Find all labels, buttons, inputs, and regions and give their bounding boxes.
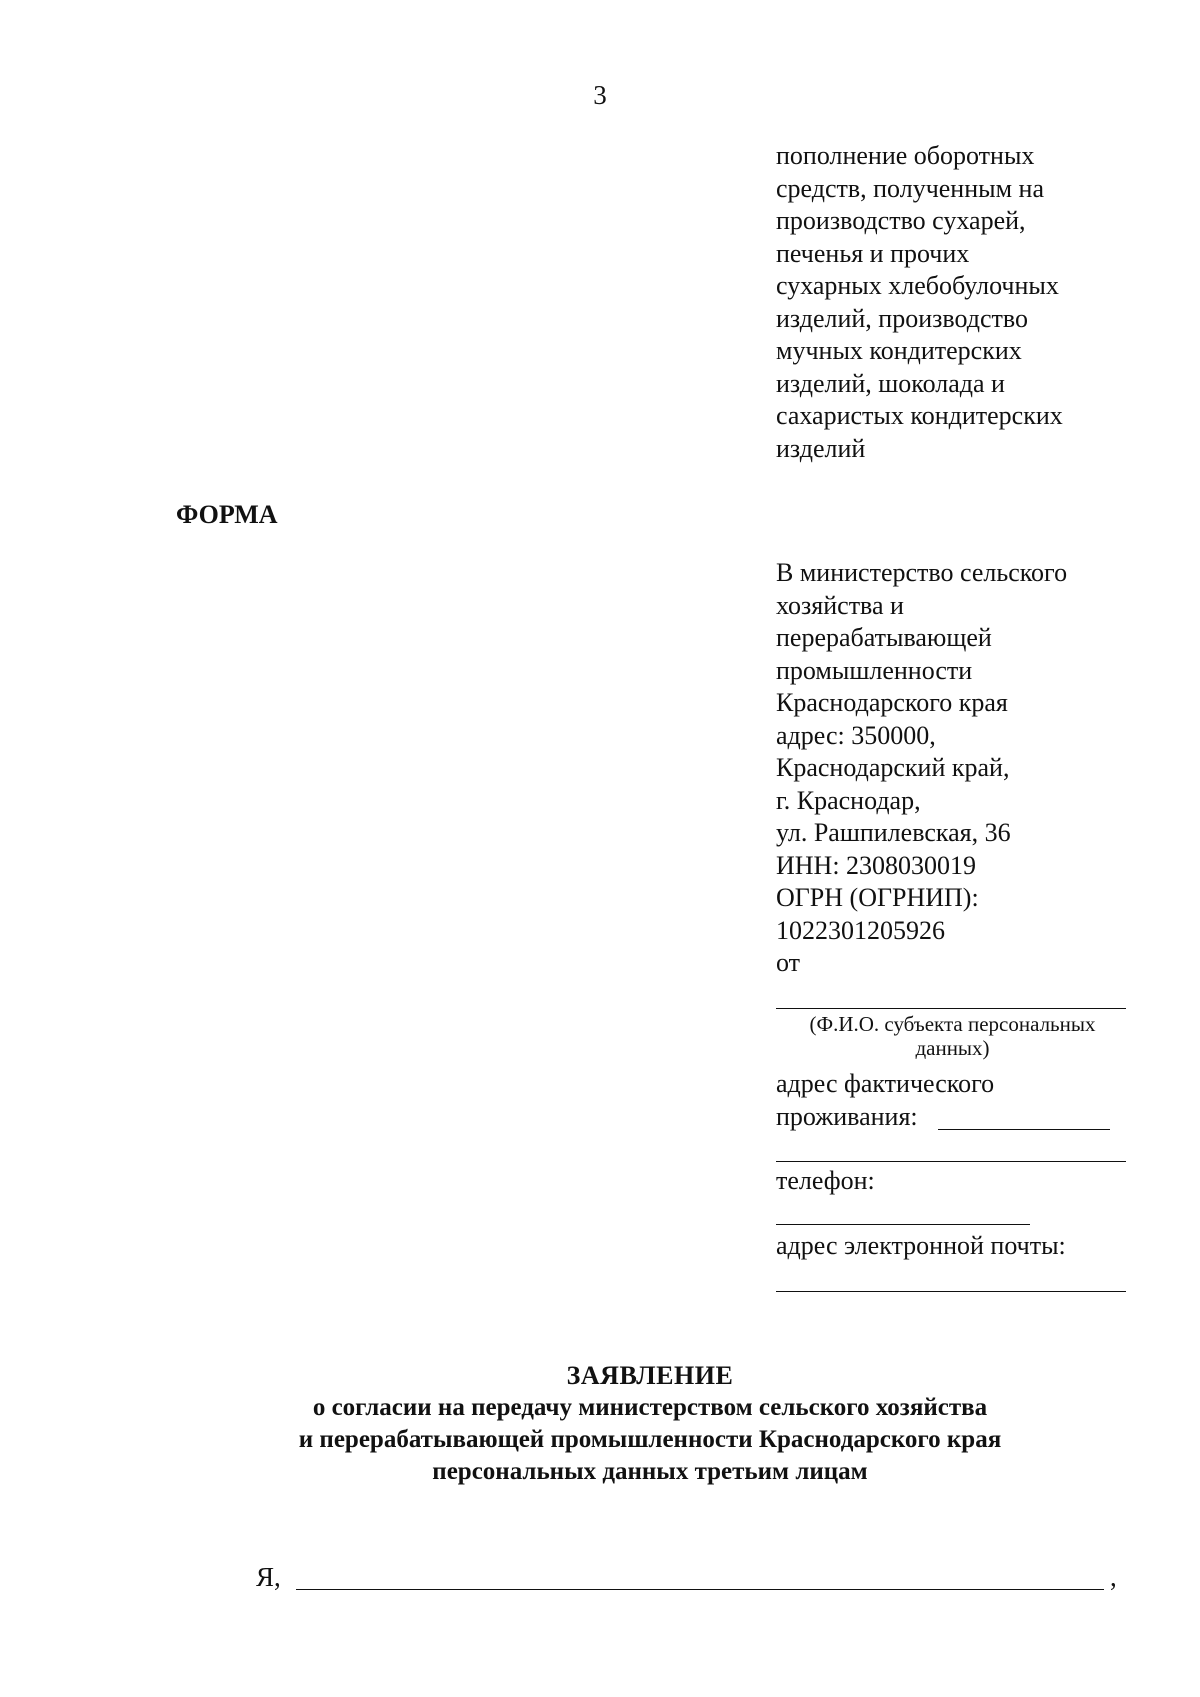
email-label: адрес электронной почты: <box>776 1231 1066 1260</box>
address-label: адрес фактического <box>776 1069 995 1098</box>
phone-blank-line[interactable] <box>776 1224 1030 1225</box>
heading-subtitle-line: о согласии на передачу министерством сельского хозяйства <box>312 1394 988 1421</box>
addressee-line: промышленности <box>776 655 973 685</box>
addressee-line: перерабатывающей <box>776 623 992 652</box>
address-blank-line-2[interactable] <box>776 1161 1126 1162</box>
purpose-line: изделий <box>776 433 866 463</box>
purpose-line: средств, полученным на <box>776 173 1045 203</box>
address-blank-line[interactable] <box>938 1129 1110 1130</box>
form-label: ФОРМА <box>176 500 278 529</box>
purpose-line: производство сухарей, <box>776 206 1026 235</box>
addressee-line: В министерство сельского <box>776 558 1068 587</box>
email-blank-line[interactable] <box>776 1291 1126 1292</box>
purpose-line: пополнение оборотных <box>776 141 1035 170</box>
applicant-name-blank-line[interactable] <box>296 1589 1104 1590</box>
purpose-line: изделий, шоколада и <box>776 368 1005 398</box>
addressee-line: ул. Рашпилевская, 36 <box>776 818 1011 847</box>
addressee-line: г. Краснодар, <box>776 785 921 815</box>
purpose-line: мучных кондитерских <box>776 336 1022 365</box>
addressee-block <box>776 557 1126 980</box>
statement-heading <box>160 1360 1140 1488</box>
purpose-line: сухарных хлебобулочных <box>776 271 1059 300</box>
addressee-line: адрес: 350000, <box>776 720 936 750</box>
purpose-line: сахаристых кондитерских <box>776 401 1063 430</box>
statement-suffix: , <box>1110 1562 1117 1592</box>
purpose-line: изделий, производство <box>776 303 1028 333</box>
heading-subtitle-line: персональных данных третьим лицам <box>432 1458 868 1485</box>
email-field <box>776 1230 1126 1263</box>
page-number: 3 <box>593 80 607 110</box>
fio-blank-line[interactable] <box>776 1008 1126 1009</box>
heading-subtitle-line: и перерабатывающей промышленности Краснодарского края <box>298 1426 1002 1453</box>
purpose-line: печенья и прочих <box>776 238 970 268</box>
heading-title: ЗАЯВЛЕНИЕ <box>566 1361 734 1390</box>
addressee-line: Краснодарский край, <box>776 753 1010 782</box>
address-field <box>776 1068 1126 1133</box>
addressee-line: 1022301205926 <box>776 915 945 945</box>
addressee-line: Краснодарского края <box>776 688 1008 717</box>
phone-label: телефон: <box>776 1166 875 1195</box>
fio-caption: (Ф.И.О. субъекта персональных данных) <box>809 1012 1096 1060</box>
statement-prefix: Я, <box>256 1562 281 1592</box>
addressee-line: хозяйства и <box>776 590 904 620</box>
address-label: проживания: <box>776 1101 918 1131</box>
phone-field <box>776 1165 1126 1198</box>
addressee-line: от <box>776 948 801 977</box>
addressee-line: ИНН: 2308030019 <box>776 850 977 880</box>
purpose-block <box>776 140 1126 465</box>
addressee-line: ОГРН (ОГРНИП): <box>776 883 979 912</box>
